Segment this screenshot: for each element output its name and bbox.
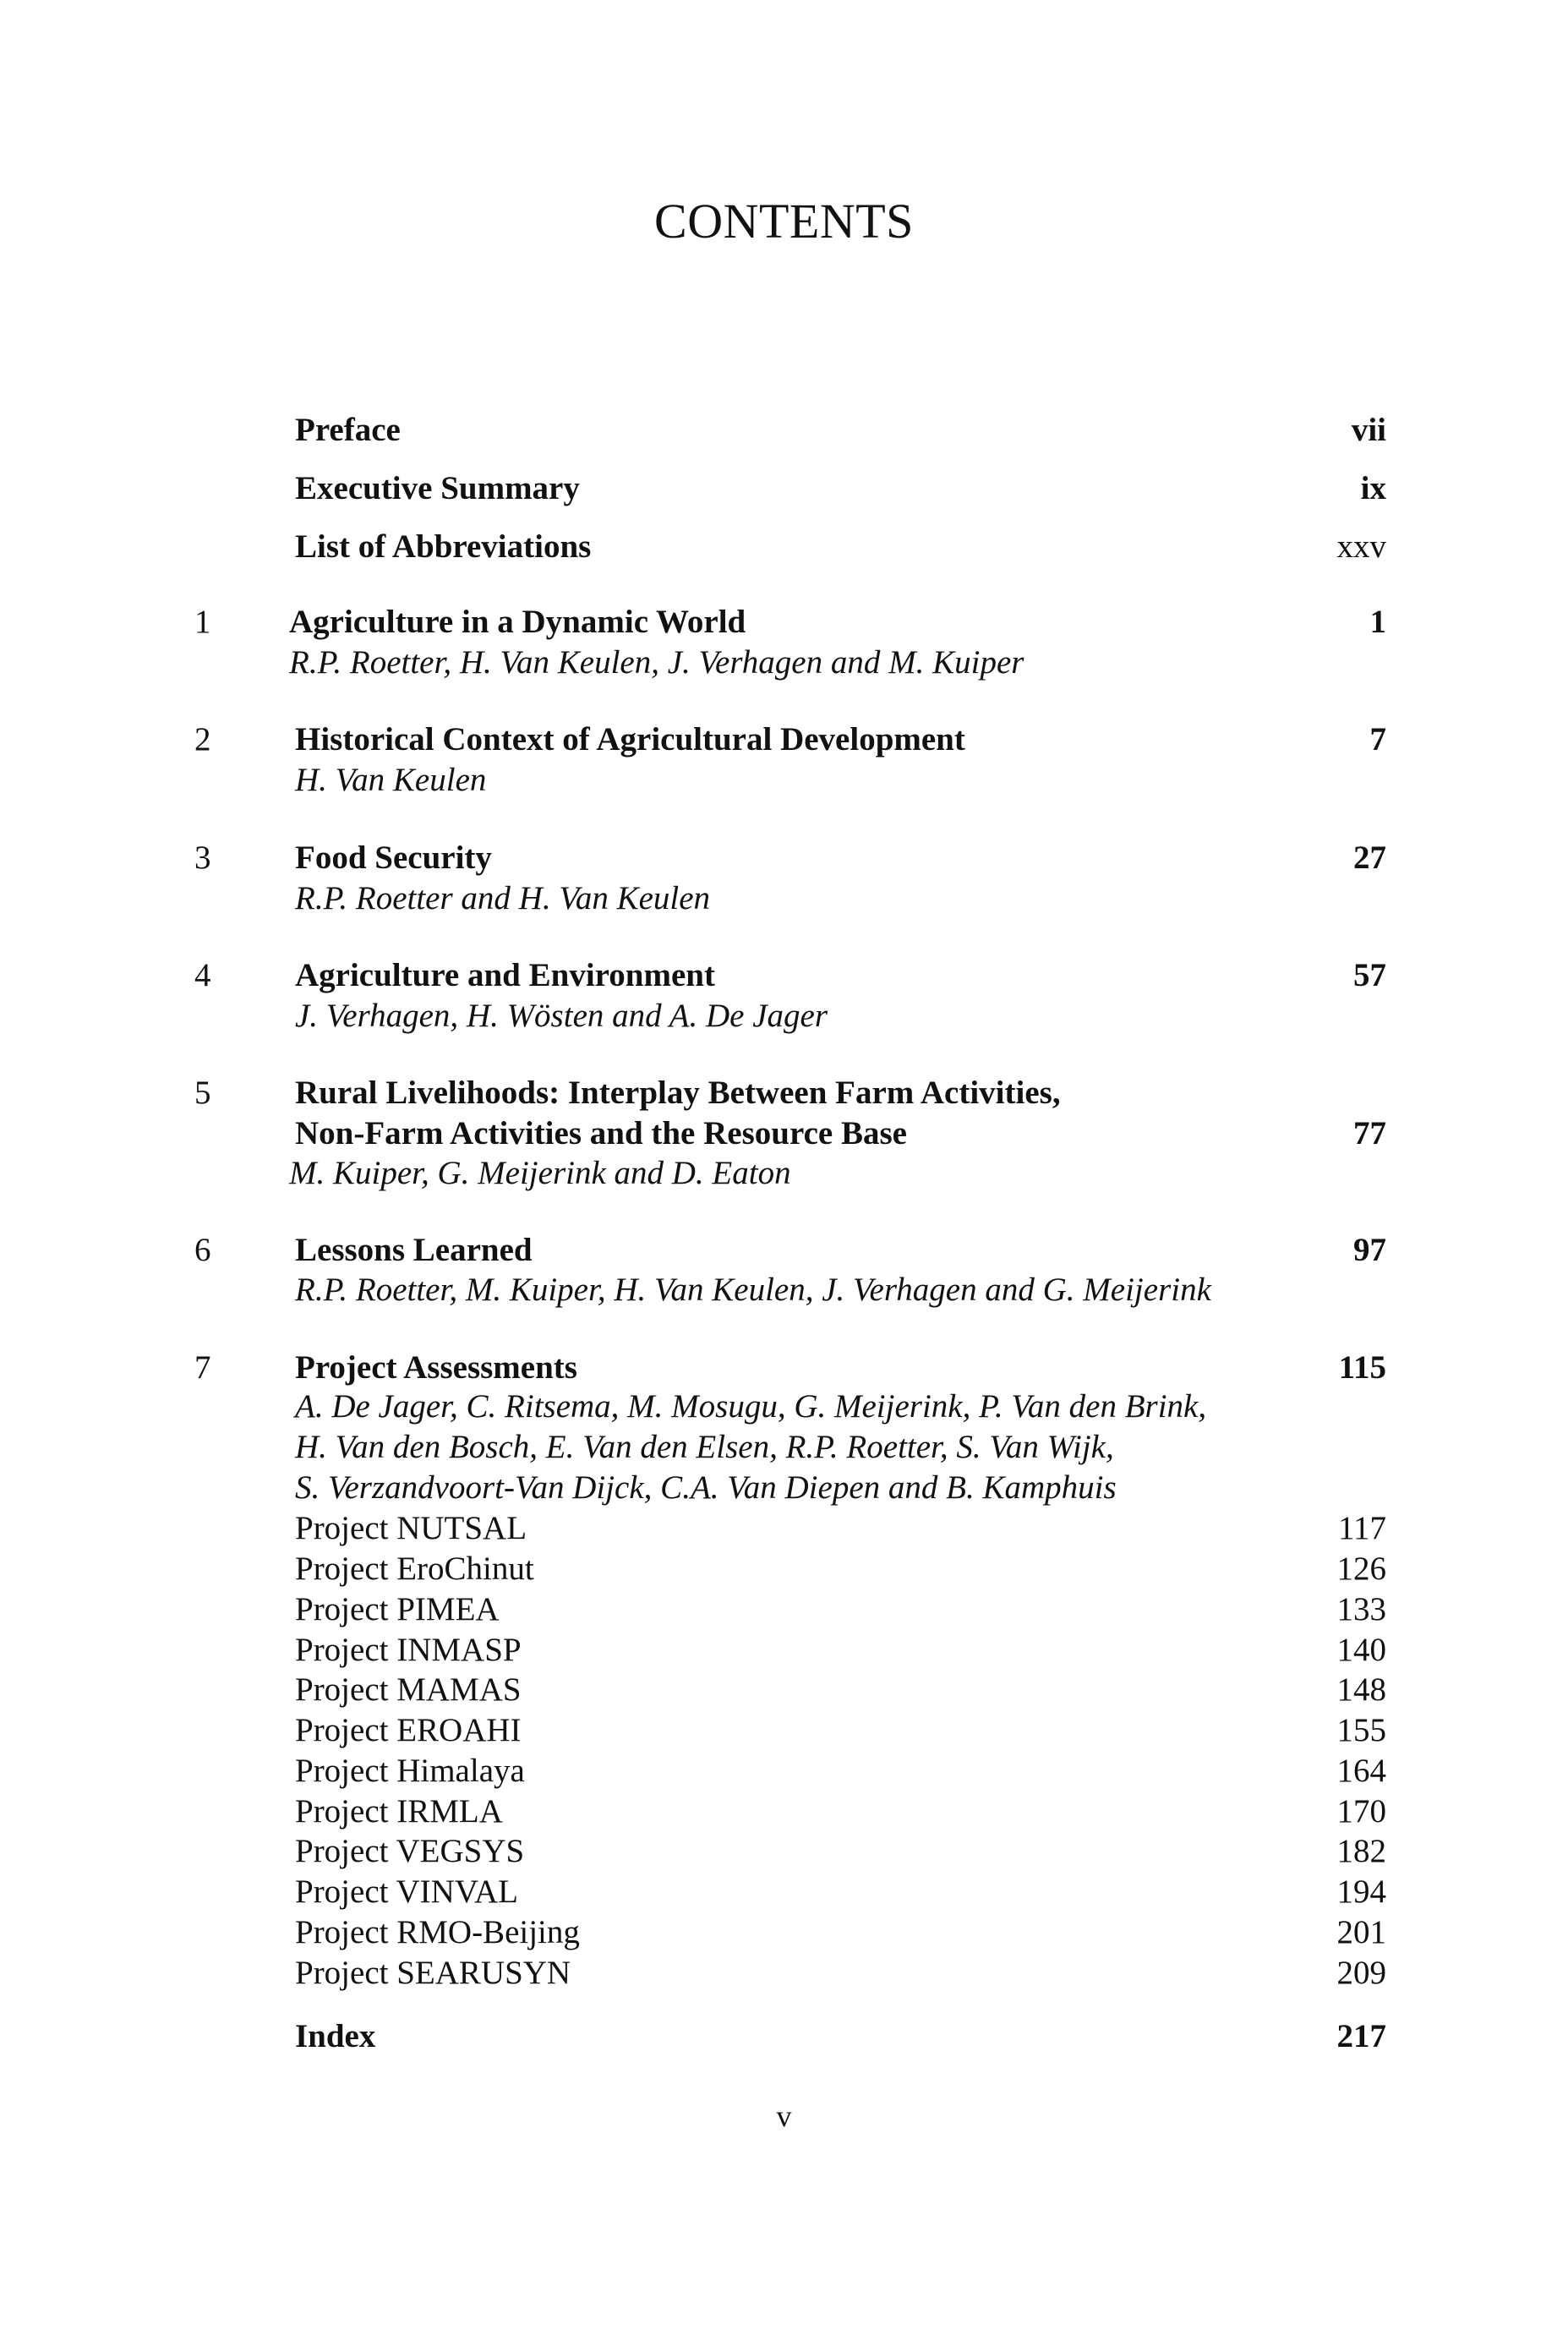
page-title: CONTENTS (654, 194, 914, 249)
chapter-title-line-1: Rural Livelihoods: Interplay Between Farm Activities, (295, 1075, 1061, 1111)
chapter-page: 115 (1338, 1349, 1386, 1386)
chapter-page: 7 (1369, 721, 1386, 758)
toc-project-entry[interactable] (0, 1548, 1568, 1590)
project-label: Project RMO-Beijing (295, 1914, 580, 1950)
toc-project-entry[interactable] (0, 1750, 1568, 1792)
toc-chapter-1[interactable] (0, 601, 1568, 643)
toc-chapter-2[interactable] (0, 719, 1568, 761)
project-page: 182 (1336, 1833, 1386, 1869)
project-label: Project Himalaya (295, 1753, 525, 1789)
toc-project-entry[interactable] (0, 1871, 1568, 1913)
project-page: 140 (1336, 1632, 1386, 1668)
chapter-page: 27 (1353, 840, 1386, 876)
chapter-authors (0, 996, 1568, 1038)
chapter-authors (0, 878, 1568, 921)
toc-entry-label: Executive Summary (295, 470, 580, 506)
project-page: 148 (1336, 1671, 1386, 1708)
chapter-page: 57 (1353, 957, 1386, 993)
chapter-number: 1 (194, 604, 211, 640)
chapter-page: 97 (1353, 1232, 1386, 1268)
toc-chapter-4[interactable] (0, 954, 1568, 997)
project-page: 194 (1336, 1873, 1386, 1910)
chapter-authors-line: H. Van Keulen (295, 762, 487, 798)
project-label: Project VEGSYS (295, 1833, 525, 1869)
toc-project-entry[interactable] (0, 1912, 1568, 1954)
toc-entry-index[interactable] (0, 2016, 1568, 2058)
project-label: Project SEARUSYN (295, 1955, 571, 1991)
toc-entry-page: 217 (1336, 2018, 1386, 2054)
chapter-authors (0, 1468, 1568, 1510)
toc-entry-label: List of Abbreviations (295, 528, 592, 565)
project-page: 209 (1336, 1955, 1386, 1991)
chapter-authors-line: H. Van den Bosch, E. Van den Elsen, R.P. Roetter, S. Van Wijk, (295, 1429, 1114, 1465)
chapter-number: 7 (194, 1349, 211, 1386)
project-page: 155 (1336, 1712, 1386, 1748)
toc-project-entry[interactable] (0, 1952, 1568, 1994)
chapter-number: 6 (194, 1232, 211, 1268)
chapter-number: 4 (194, 957, 211, 993)
toc-chapter-6[interactable] (0, 1229, 1568, 1272)
chapter-number: 2 (194, 721, 211, 758)
chapter-title: Historical Context of Agricultural Development (295, 721, 965, 758)
chapter-authors-line: R.P. Roetter, M. Kuiper, H. Van Keulen, J. Verhagen and G. Meijerink (295, 1272, 1211, 1308)
toc-project-entry[interactable] (0, 1507, 1568, 1550)
toc-entry-label: Index (295, 2018, 376, 2054)
chapter-authors (0, 1387, 1568, 1429)
toc-entry-label: Preface (295, 412, 401, 448)
toc-project-entry[interactable] (0, 1791, 1568, 1833)
chapter-authors-line: R.P. Roetter, H. Van Keulen, J. Verhagen and M. Kuiper (289, 644, 1024, 681)
chapter-title: Lessons Learned (295, 1232, 533, 1268)
toc-project-entry[interactable] (0, 1709, 1568, 1752)
project-label: Project NUTSAL (295, 1510, 527, 1546)
chapter-page: 1 (1369, 604, 1386, 640)
chapter-title: Agriculture in a Dynamic World (289, 604, 746, 640)
project-label: Project EROAHI (295, 1712, 522, 1748)
toc-entry-page: xxv (1336, 528, 1386, 565)
chapter-title-line-2: Non-Farm Activities and the Resource Base (295, 1115, 907, 1151)
project-page: 117 (1337, 1510, 1386, 1546)
toc-entry-list-of-abbreviations[interactable] (0, 526, 1568, 568)
chapter-authors (0, 1270, 1568, 1312)
toc-chapter-5-continued[interactable] (0, 1113, 1568, 1155)
toc-entry-preface[interactable] (0, 409, 1568, 451)
chapter-authors-line: J. Verhagen, H. Wösten and A. De Jager (295, 998, 828, 1034)
toc-chapter-7[interactable] (0, 1347, 1568, 1389)
project-label: Project PIMEA (295, 1591, 500, 1627)
project-label: Project MAMAS (295, 1671, 522, 1708)
project-page: 164 (1336, 1753, 1386, 1789)
project-page: 133 (1336, 1591, 1386, 1627)
chapter-authors-line: S. Verzandvoort-Van Dijck, C.A. Van Diepen and B. Kamphuis (295, 1469, 1117, 1506)
project-label: Project INMASP (295, 1632, 522, 1668)
chapter-page: 77 (1353, 1115, 1386, 1151)
chapter-authors (0, 1427, 1568, 1469)
toc-chapter-3[interactable] (0, 837, 1568, 879)
toc-entry-page: vii (1351, 412, 1386, 448)
project-label: Project VINVAL (295, 1873, 518, 1910)
chapter-authors-line: M. Kuiper, G. Meijerink and D. Eaton (289, 1155, 791, 1191)
page-number: v (776, 2099, 792, 2133)
chapter-authors (0, 760, 1568, 802)
chapter-authors (0, 643, 1568, 685)
chapter-title: Food Security (295, 840, 492, 876)
toc-project-entry[interactable] (0, 1629, 1568, 1671)
chapter-authors (0, 1153, 1568, 1195)
project-page: 170 (1336, 1793, 1386, 1830)
toc-project-entry[interactable] (0, 1669, 1568, 1711)
toc-entry-page: ix (1360, 470, 1386, 506)
project-page: 126 (1336, 1551, 1386, 1587)
toc-project-entry[interactable] (0, 1830, 1568, 1873)
toc-chapter-5[interactable] (0, 1072, 1568, 1114)
chapter-number: 5 (194, 1075, 211, 1111)
toc-entry-executive-summary[interactable] (0, 468, 1568, 510)
chapter-number: 3 (194, 840, 211, 876)
chapter-title: Agriculture and Environment (295, 957, 715, 993)
project-page: 201 (1336, 1914, 1386, 1950)
chapter-authors-line: R.P. Roetter and H. Van Keulen (295, 880, 711, 916)
toc-project-entry[interactable] (0, 1589, 1568, 1631)
chapter-title: Project Assessments (295, 1349, 577, 1386)
chapter-authors-line: A. De Jager, C. Ritsema, M. Mosugu, G. Meijerink, P. Van den Brink, (295, 1388, 1207, 1425)
project-label: Project IRMLA (295, 1793, 503, 1830)
project-label: Project EroChinut (295, 1551, 534, 1587)
